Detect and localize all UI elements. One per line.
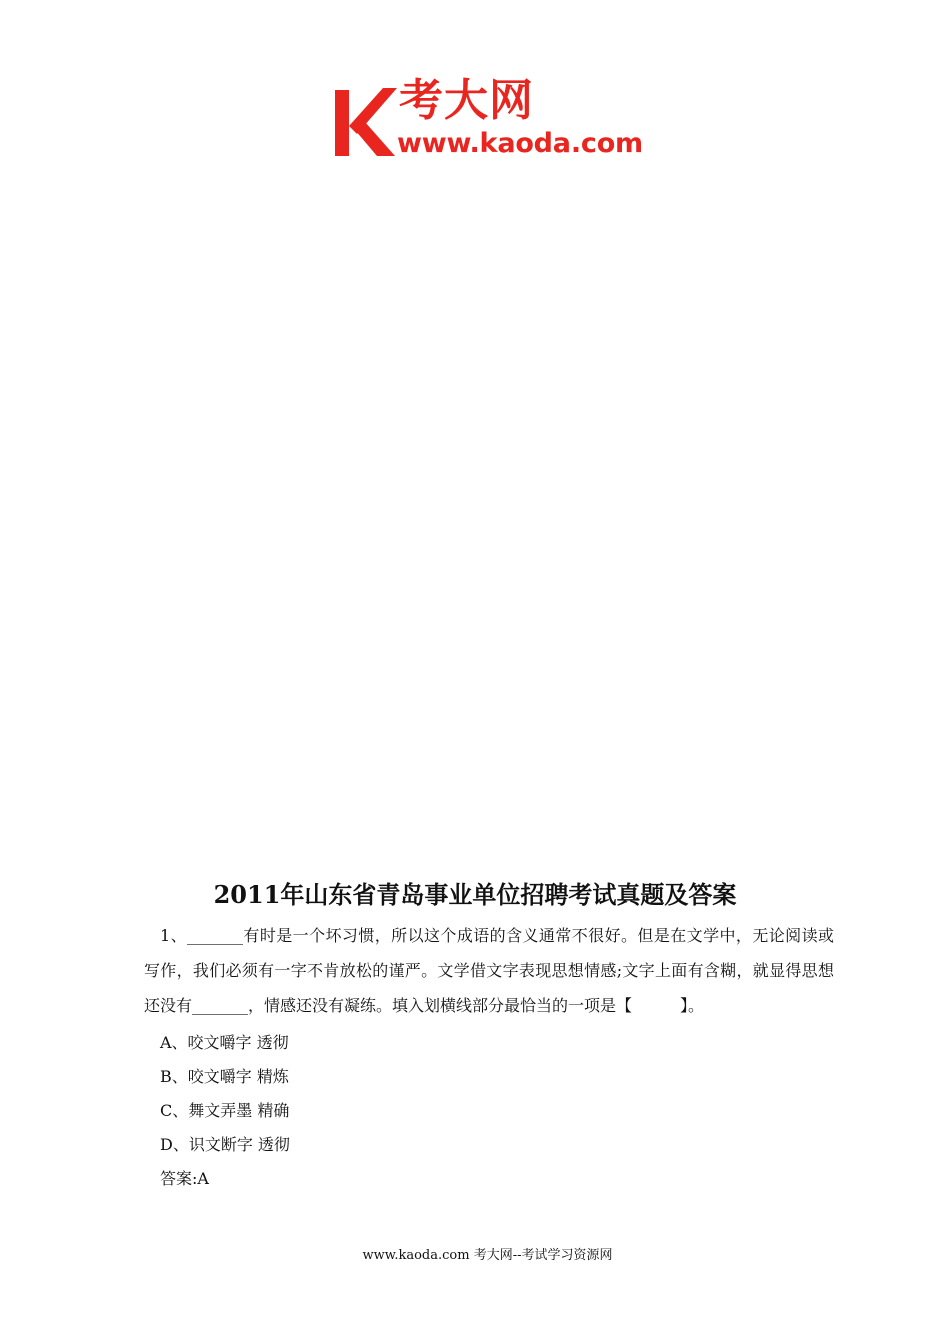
answer-text: 答案:A: [160, 1169, 209, 1188]
logo-chinese-text: 考大网: [399, 75, 534, 126]
document-title: 2011年山东省青岛事业单位招聘考试真题及答案: [213, 880, 737, 909]
option-b: B、咬文嚼字 精炼: [160, 1067, 289, 1086]
option-c: C、舞文弄墨 精确: [160, 1101, 290, 1120]
k-logo-icon: [333, 86, 397, 156]
question-text: 1、_______有时是一个坏习惯，所以这个成语的含义通常不很好。但是在文学中，无论阅读或写作，我们必须有一字不肯放松的谨严。文学借文字表现思想情感;文字上面有含糊，就显得思想还没有_______，情感还没有凝练。填入划横线部分最恰当的一项是【 】。: [144, 926, 834, 1015]
page-footer: www.kaoda.com 考大网--考试学习资源网: [362, 1248, 613, 1263]
logo-url-text: www.kaoda.com: [397, 128, 643, 159]
option-d: D、识文断字 透彻: [160, 1135, 290, 1154]
answer-options: [160, 1026, 290, 1162]
site-logo: [333, 75, 649, 160]
option-a: A、咬文嚼字 透彻: [160, 1033, 289, 1052]
